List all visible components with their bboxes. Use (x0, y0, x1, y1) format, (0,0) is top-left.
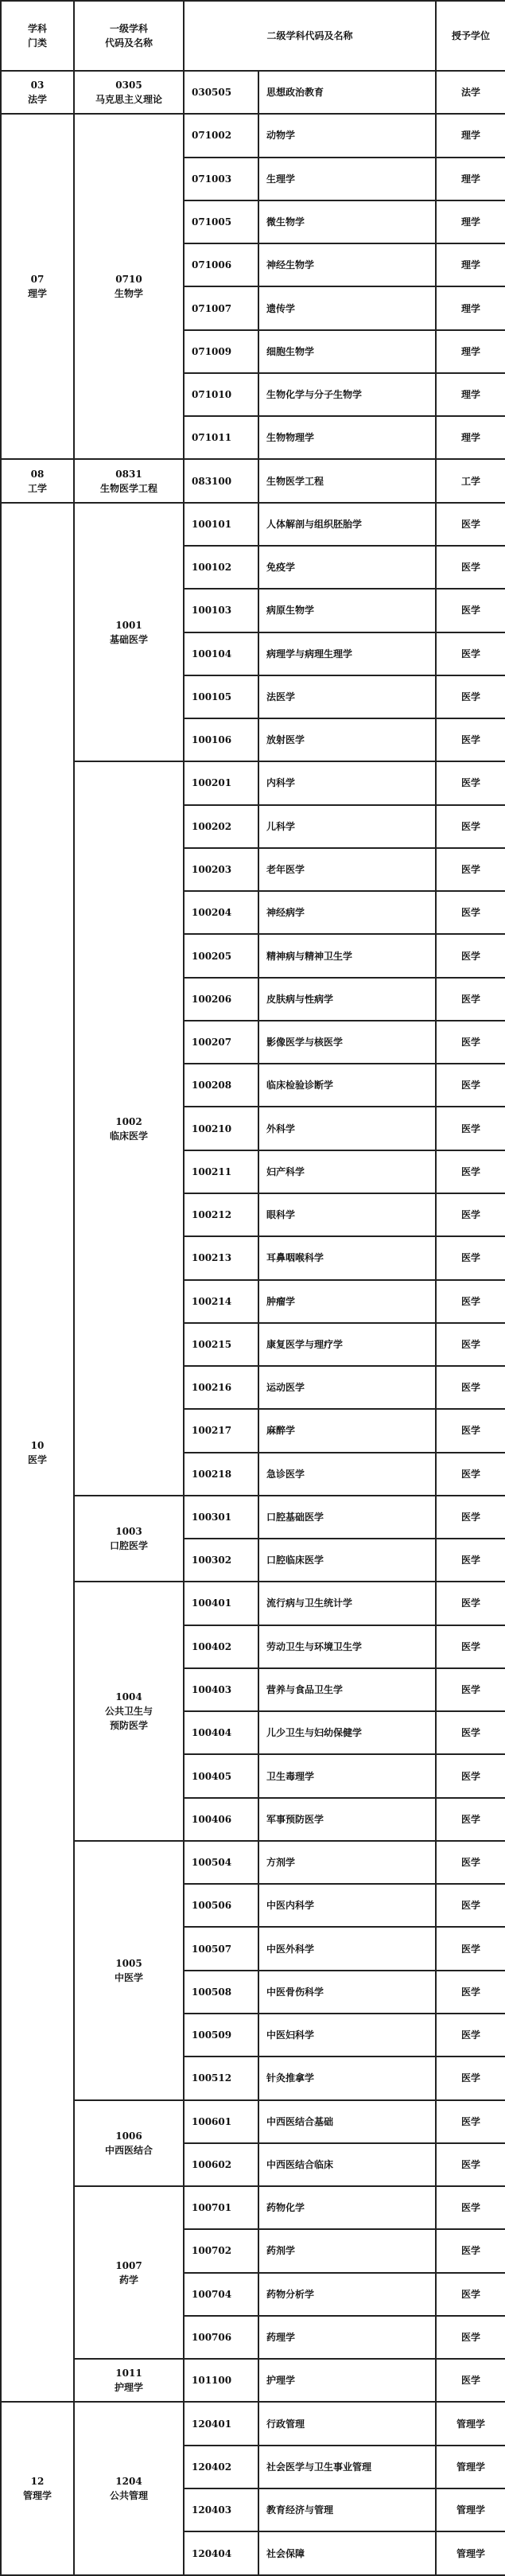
secondary-code: 071007 (184, 286, 258, 329)
primary-code: 1204 (115, 2476, 142, 2488)
primary-code: 0710 (115, 274, 142, 286)
primary-name: 预防医学 (109, 1720, 148, 1732)
category-code: 10 (30, 1439, 45, 1451)
degree: 理学 (436, 330, 505, 373)
secondary-code: 100104 (184, 632, 258, 675)
secondary-code: 100602 (184, 2143, 258, 2186)
primary-code: 1005 (115, 1957, 142, 1969)
primary-code: 1003 (115, 1526, 142, 1538)
secondary-code: 100216 (184, 1366, 258, 1409)
secondary-code: 071006 (184, 243, 258, 286)
secondary-code: 100704 (184, 2273, 258, 2316)
table-row (1, 1582, 505, 1625)
primary-discipline-cell (74, 459, 184, 502)
primary-code: 1007 (115, 2259, 142, 2271)
degree: 理学 (436, 243, 505, 286)
degree: 医学 (436, 1539, 505, 1582)
table-body (1, 1, 505, 2575)
category-code: 08 (30, 468, 45, 480)
primary-name: 药学 (118, 2274, 138, 2286)
degree: 理学 (436, 416, 505, 459)
secondary-name: 内科学 (258, 761, 436, 804)
degree: 理学 (436, 373, 505, 416)
secondary-name: 中医妇科学 (258, 2014, 436, 2057)
secondary-code: 071003 (184, 158, 258, 200)
degree: 医学 (436, 1453, 505, 1496)
category-name: 管理学 (22, 2490, 52, 2502)
category-cell (1, 459, 74, 502)
secondary-name: 法医学 (258, 675, 436, 718)
primary-discipline-cell (74, 2359, 184, 2402)
secondary-code: 100213 (184, 1236, 258, 1279)
secondary-code: 100205 (184, 934, 258, 977)
secondary-code: 100215 (184, 1323, 258, 1366)
primary-discipline-cell (74, 71, 184, 114)
secondary-name: 儿少卫生与妇幼保健学 (258, 1711, 436, 1754)
secondary-code: 100103 (184, 589, 258, 632)
secondary-code: 100106 (184, 718, 258, 761)
secondary-name: 耳鼻咽喉科学 (258, 1236, 436, 1279)
secondary-name: 外科学 (258, 1107, 436, 1150)
secondary-name: 放射医学 (258, 718, 436, 761)
secondary-code: 100210 (184, 1107, 258, 1150)
secondary-code: 100405 (184, 1754, 258, 1797)
table-row (1, 761, 505, 804)
category-cell (1, 71, 74, 114)
primary-name: 中医学 (114, 1971, 143, 1983)
primary-discipline-cell (74, 1841, 184, 2100)
primary-name: 马克思主义理论 (95, 94, 162, 106)
secondary-name: 中西医结合基础 (258, 2100, 436, 2143)
degree: 管理学 (436, 2446, 505, 2488)
secondary-name: 生物化学与分子生物学 (258, 373, 436, 416)
degree: 医学 (436, 589, 505, 632)
secondary-name: 儿科学 (258, 805, 436, 848)
secondary-name: 社会保障 (258, 2531, 436, 2575)
table-row (1, 2402, 505, 2445)
secondary-code: 030505 (184, 71, 258, 114)
secondary-code: 120404 (184, 2531, 258, 2575)
secondary-name: 行政管理 (258, 2402, 436, 2445)
table-row (1, 2100, 505, 2143)
table-row (1, 114, 505, 157)
secondary-code: 120403 (184, 2488, 258, 2531)
primary-name: 生物医学工程 (99, 482, 157, 494)
header-row (1, 1, 505, 71)
degree: 医学 (436, 1323, 505, 1366)
primary-code: 1002 (115, 1115, 142, 1127)
secondary-code: 100509 (184, 2014, 258, 2057)
header-category-line-2: 门类 (27, 37, 47, 49)
degree: 医学 (436, 1021, 505, 1064)
degree: 医学 (436, 1582, 505, 1625)
secondary-name: 口腔基础医学 (258, 1496, 436, 1539)
degree: 医学 (436, 503, 505, 546)
secondary-name: 流行病与卫生统计学 (258, 1582, 436, 1625)
secondary-code: 100601 (184, 2100, 258, 2143)
degree: 法学 (436, 71, 505, 114)
secondary-name: 药理学 (258, 2316, 436, 2359)
secondary-name: 社会医学与卫生事业管理 (258, 2446, 436, 2488)
header-degree: 授予学位 (436, 1, 505, 71)
secondary-code: 100301 (184, 1496, 258, 1539)
primary-name: 中西医结合 (104, 2144, 153, 2156)
degree: 医学 (436, 632, 505, 675)
primary-name: 生物学 (114, 288, 143, 300)
primary-discipline-cell (74, 761, 184, 1496)
primary-name: 公共管理 (109, 2490, 148, 2502)
secondary-code: 100507 (184, 1927, 258, 1970)
primary-discipline-cell (74, 1496, 184, 1582)
table-row (1, 2359, 505, 2402)
header-primary-line-2: 代码及名称 (104, 37, 153, 49)
degree: 理学 (436, 158, 505, 200)
secondary-name: 临床检验诊断学 (258, 1064, 436, 1107)
category-code: 03 (30, 80, 45, 91)
secondary-name: 影像医学与核医学 (258, 1021, 436, 1064)
secondary-name: 精神病与精神卫生学 (258, 934, 436, 977)
secondary-code: 100212 (184, 1193, 258, 1236)
secondary-name: 护理学 (258, 2359, 436, 2402)
primary-name: 临床医学 (109, 1130, 148, 1142)
secondary-name: 中医外科学 (258, 1927, 436, 1970)
secondary-code: 100403 (184, 1668, 258, 1711)
secondary-code: 071010 (184, 373, 258, 416)
secondary-name: 皮肤病与性病学 (258, 978, 436, 1021)
secondary-code: 100204 (184, 891, 258, 934)
secondary-code: 100218 (184, 1453, 258, 1496)
degree: 医学 (436, 1496, 505, 1539)
header-primary-line-1: 一级学科 (109, 23, 148, 35)
secondary-code: 100105 (184, 675, 258, 718)
primary-discipline-cell (74, 114, 184, 459)
degree: 医学 (436, 891, 505, 934)
degree: 医学 (436, 1668, 505, 1711)
secondary-code: 100214 (184, 1280, 258, 1323)
primary-discipline-cell (74, 2186, 184, 2359)
secondary-code: 100211 (184, 1150, 258, 1193)
secondary-code: 100504 (184, 1841, 258, 1884)
secondary-code: 100208 (184, 1064, 258, 1107)
secondary-code: 100201 (184, 761, 258, 804)
secondary-name: 药物分析学 (258, 2273, 436, 2316)
degree: 医学 (436, 1409, 505, 1452)
secondary-code: 100202 (184, 805, 258, 848)
secondary-name: 营养与食品卫生学 (258, 1668, 436, 1711)
secondary-code: 100404 (184, 1711, 258, 1754)
secondary-code: 100101 (184, 503, 258, 546)
secondary-code: 100508 (184, 1971, 258, 2014)
primary-name: 公共卫生与 (104, 1706, 153, 1718)
secondary-name: 运动医学 (258, 1366, 436, 1409)
primary-code: 0831 (115, 468, 142, 480)
secondary-name: 药物化学 (258, 2186, 436, 2229)
secondary-code: 071002 (184, 114, 258, 157)
secondary-code: 100701 (184, 2186, 258, 2229)
category-cell (1, 503, 74, 2403)
degree: 医学 (436, 2100, 505, 2143)
primary-code: 1006 (115, 2130, 142, 2142)
degree: 管理学 (436, 2488, 505, 2531)
secondary-code: 101100 (184, 2359, 258, 2402)
secondary-name: 微生物学 (258, 200, 436, 243)
category-name: 工学 (27, 482, 47, 494)
category-code: 07 (30, 274, 45, 286)
degree: 医学 (436, 675, 505, 718)
table-row (1, 503, 505, 546)
table-row (1, 459, 505, 502)
degree: 医学 (436, 546, 505, 589)
degree: 医学 (436, 1798, 505, 1841)
secondary-name: 免疫学 (258, 546, 436, 589)
secondary-name: 细胞生物学 (258, 330, 436, 373)
degree: 医学 (436, 848, 505, 891)
primary-name: 基础医学 (109, 633, 148, 645)
secondary-code: 071009 (184, 330, 258, 373)
category-cell (1, 114, 74, 459)
degree: 医学 (436, 1236, 505, 1279)
secondary-name: 神经病学 (258, 891, 436, 934)
secondary-name: 口腔临床医学 (258, 1539, 436, 1582)
degree: 医学 (436, 1366, 505, 1409)
secondary-name: 老年医学 (258, 848, 436, 891)
degree: 理学 (436, 114, 505, 157)
table-row (1, 1841, 505, 1884)
primary-code: 1004 (115, 1691, 142, 1703)
secondary-code: 120401 (184, 2402, 258, 2445)
secondary-name: 生物物理学 (258, 416, 436, 459)
primary-code: 1001 (115, 619, 142, 631)
primary-discipline-cell (74, 503, 184, 762)
primary-name: 口腔医学 (109, 1540, 148, 1552)
degree: 医学 (436, 2273, 505, 2316)
secondary-name: 眼科学 (258, 1193, 436, 1236)
category-code: 12 (30, 2476, 45, 2488)
degree: 医学 (436, 1711, 505, 1754)
secondary-code: 100702 (184, 2229, 258, 2272)
secondary-code: 100302 (184, 1539, 258, 1582)
secondary-code: 100506 (184, 1884, 258, 1927)
degree: 医学 (436, 805, 505, 848)
degree: 医学 (436, 1064, 505, 1107)
degree: 医学 (436, 2316, 505, 2359)
degree: 工学 (436, 459, 505, 502)
secondary-name: 卫生毒理学 (258, 1754, 436, 1797)
secondary-name: 病原生物学 (258, 589, 436, 632)
header-secondary: 二级学科代码及名称 (184, 1, 436, 71)
secondary-name: 中医骨伤科学 (258, 1971, 436, 2014)
secondary-code: 100401 (184, 1582, 258, 1625)
primary-code: 1011 (115, 2368, 142, 2379)
secondary-name: 急诊医学 (258, 1453, 436, 1496)
secondary-code: 100102 (184, 546, 258, 589)
secondary-name: 动物学 (258, 114, 436, 157)
primary-discipline-cell (74, 1582, 184, 1841)
primary-discipline-cell (74, 2402, 184, 2575)
secondary-name: 遗传学 (258, 286, 436, 329)
degree: 医学 (436, 761, 505, 804)
primary-discipline-cell (74, 2100, 184, 2187)
secondary-name: 劳动卫生与环境卫生学 (258, 1625, 436, 1668)
secondary-name: 康复医学与理疗学 (258, 1323, 436, 1366)
secondary-name: 妇产科学 (258, 1150, 436, 1193)
secondary-name: 肿瘤学 (258, 1280, 436, 1323)
header-primary (74, 1, 184, 71)
degree: 医学 (436, 1150, 505, 1193)
degree: 管理学 (436, 2402, 505, 2445)
secondary-code: 071011 (184, 416, 258, 459)
header-category-line-1: 学科 (27, 23, 47, 35)
secondary-code: 083100 (184, 459, 258, 502)
secondary-code: 100207 (184, 1021, 258, 1064)
secondary-code: 100217 (184, 1409, 258, 1452)
degree: 医学 (436, 1280, 505, 1323)
degree: 管理学 (436, 2531, 505, 2575)
degree: 医学 (436, 934, 505, 977)
secondary-name: 麻醉学 (258, 1409, 436, 1452)
degree: 医学 (436, 1927, 505, 1970)
secondary-name: 生物医学工程 (258, 459, 436, 502)
secondary-code: 100203 (184, 848, 258, 891)
secondary-name: 教育经济与管理 (258, 2488, 436, 2531)
degree: 医学 (436, 1193, 505, 1236)
category-name: 法学 (27, 94, 47, 106)
degree: 医学 (436, 2143, 505, 2186)
degree: 医学 (436, 1884, 505, 1927)
degree: 医学 (436, 978, 505, 1021)
degree: 医学 (436, 718, 505, 761)
degree: 医学 (436, 2057, 505, 2099)
degree: 医学 (436, 1841, 505, 1884)
secondary-code: 100512 (184, 2057, 258, 2099)
primary-name: 护理学 (114, 2382, 143, 2394)
secondary-code: 100206 (184, 978, 258, 1021)
secondary-name: 神经生物学 (258, 243, 436, 286)
degree: 医学 (436, 1754, 505, 1797)
degree: 医学 (436, 1971, 505, 2014)
degree: 医学 (436, 1107, 505, 1150)
table-row (1, 71, 505, 114)
secondary-name: 中西医结合临床 (258, 2143, 436, 2186)
table-row (1, 1496, 505, 1539)
primary-code: 0305 (115, 80, 142, 91)
degree: 医学 (436, 1625, 505, 1668)
header-category (1, 1, 74, 71)
secondary-code: 100706 (184, 2316, 258, 2359)
secondary-name: 中医内科学 (258, 1884, 436, 1927)
degree: 医学 (436, 2229, 505, 2272)
secondary-name: 病理学与病理生理学 (258, 632, 436, 675)
secondary-name: 思想政治教育 (258, 71, 436, 114)
secondary-code: 100402 (184, 1625, 258, 1668)
degree: 理学 (436, 286, 505, 329)
secondary-name: 药剂学 (258, 2229, 436, 2272)
category-name: 医学 (27, 1453, 47, 1465)
secondary-code: 120402 (184, 2446, 258, 2488)
secondary-code: 071005 (184, 200, 258, 243)
degree: 医学 (436, 2186, 505, 2229)
table-row (1, 2186, 505, 2229)
degree: 理学 (436, 200, 505, 243)
secondary-name: 生理学 (258, 158, 436, 200)
secondary-name: 针灸推拿学 (258, 2057, 436, 2099)
category-name: 理学 (27, 288, 47, 300)
secondary-code: 100406 (184, 1798, 258, 1841)
secondary-name: 军事预防医学 (258, 1798, 436, 1841)
degree: 医学 (436, 2014, 505, 2057)
secondary-name: 人体解剖与组织胚胎学 (258, 503, 436, 546)
category-cell (1, 2402, 74, 2575)
secondary-name: 方剂学 (258, 1841, 436, 1884)
degree: 医学 (436, 2359, 505, 2402)
